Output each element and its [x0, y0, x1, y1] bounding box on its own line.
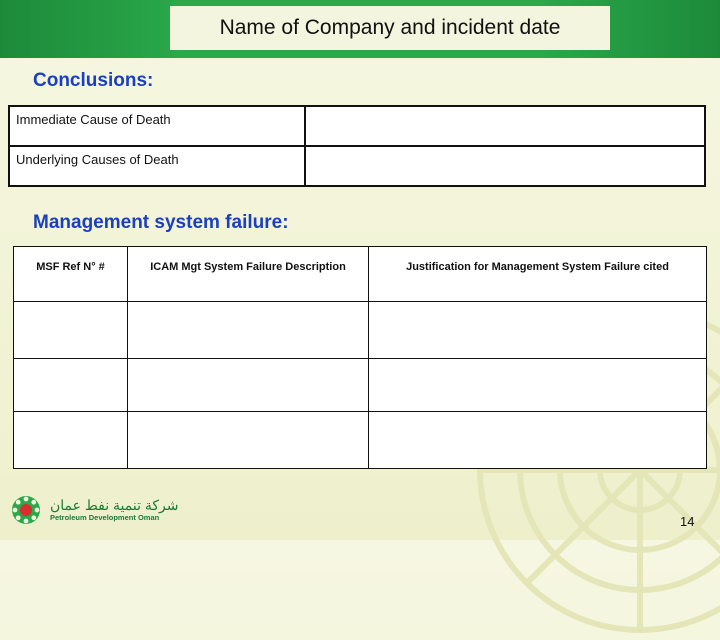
immediate-cause-label: Immediate Cause of Death [9, 106, 305, 146]
column-header-justification: Justification for Management System Failure cited [369, 247, 707, 302]
underlying-causes-label: Underlying Causes of Death [9, 146, 305, 186]
description-cell[interactable] [128, 412, 369, 469]
description-cell[interactable] [128, 359, 369, 412]
header-bar [0, 0, 720, 58]
table-row [9, 146, 705, 186]
conclusions-heading: Conclusions: [33, 70, 154, 91]
column-header-msf-ref: MSF Ref N° # [14, 247, 128, 302]
page-title: Name of Company and incident date [170, 6, 610, 50]
description-cell[interactable] [128, 302, 369, 359]
table-row [14, 302, 707, 359]
table-header-row [14, 247, 707, 302]
msf-table [13, 246, 707, 469]
page-number: 14 [680, 514, 695, 529]
underlying-causes-field[interactable] [305, 146, 705, 186]
justification-cell[interactable] [369, 302, 707, 359]
immediate-cause-field[interactable] [305, 106, 705, 146]
msf-ref-cell[interactable] [14, 359, 128, 412]
justification-cell[interactable] [369, 359, 707, 412]
conclusions-table [8, 105, 706, 187]
msf-heading: Management system failure: [33, 212, 289, 233]
company-logo [10, 494, 179, 526]
justification-cell[interactable] [369, 412, 707, 469]
pdo-emblem-icon [10, 494, 42, 526]
company-name-arabic: شركة تنمية نفط عمان [50, 496, 179, 513]
table-row [9, 106, 705, 146]
column-header-description: ICAM Mgt System Failure Description [128, 247, 369, 302]
msf-ref-cell[interactable] [14, 302, 128, 359]
msf-ref-cell[interactable] [14, 412, 128, 469]
table-row [14, 359, 707, 412]
table-row [14, 412, 707, 469]
company-name: Petroleum Development Oman [50, 512, 160, 522]
